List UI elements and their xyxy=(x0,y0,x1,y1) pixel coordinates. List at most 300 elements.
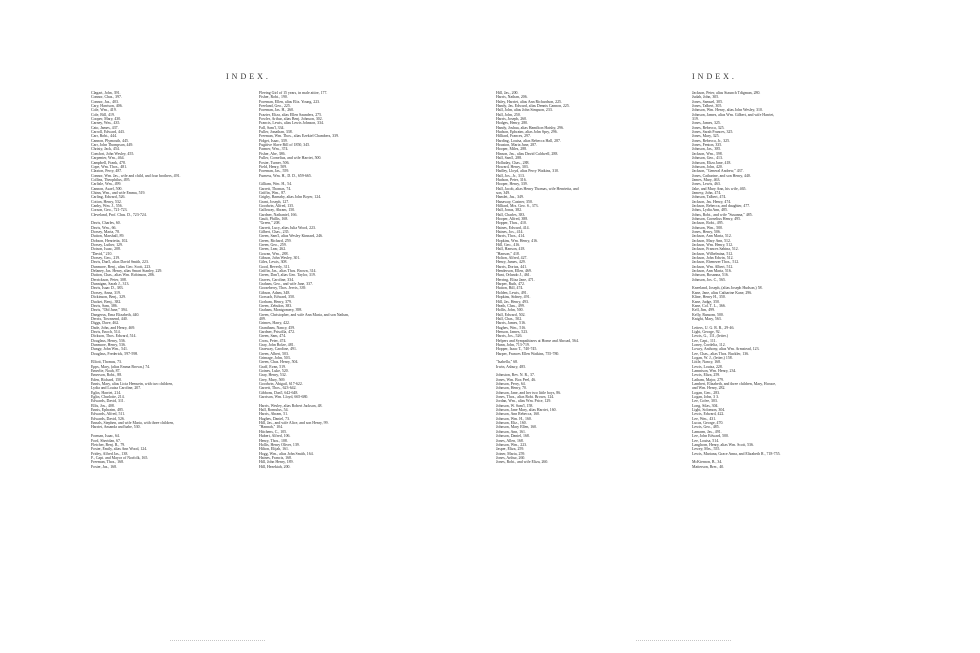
index-entry: Jackson, John Edwin, 512. xyxy=(692,256,734,261)
index-entry: Lewis, Louisa, 228. xyxy=(692,364,723,369)
index-entry: Hollis, Henry Oliver, 139. xyxy=(259,442,300,447)
index-entry: Green, Zebulon, 383. xyxy=(259,303,293,308)
index-entry: Jackson, Wm. Henry, 512. xyxy=(692,243,734,248)
index-entry: Hall, John, 250. xyxy=(496,112,521,117)
index-entry: Jackson, Frances Sabina, 512. xyxy=(692,247,739,252)
index-entry: Haines, Jos., 414. xyxy=(496,230,524,234)
index-entry: Grant, Joseph, 127. xyxy=(259,199,290,204)
index-entry: Jones, Sarah Frances, 325. xyxy=(692,130,734,135)
index-entry: Dungy, John Wm., 541. xyxy=(91,347,128,352)
index-entry: Cope, Wm. Thos., 481. xyxy=(91,164,128,169)
index-entry: Carr, John Thompson, 449. xyxy=(91,143,134,148)
index-entry: Hill, Jas., and wife Alice, and son Henry, 99. xyxy=(259,421,329,426)
index-entry: Johnson, W. Sam'l, 158. xyxy=(496,403,534,408)
index-entry: Jackson, Wilhelmina, 512. xyxy=(692,251,734,256)
index-entry: Harding, Louisa, alias Rebecca Hall, 287. xyxy=(496,138,561,143)
index-entry: Jones, Lewis, 463. xyxy=(692,182,721,187)
index-entry: Edwards, Alfred, 511. xyxy=(91,412,126,417)
index-header-right: INDEX. xyxy=(692,72,737,81)
index-entry: Haines, Edward, 414. xyxy=(496,225,530,230)
index-entry: Hodges, Henry, 280. xyxy=(496,121,529,126)
index-entry: Jones, James, 325. xyxy=(692,121,721,126)
index-entry: McKiernon, B., 34. xyxy=(692,460,723,465)
index-entry: and Wm. Henry, 282. xyxy=(692,386,726,391)
index-entry: Jones, Wm. Box Peel, 46. xyxy=(496,377,537,382)
index-entry: Davis, Dan'l, alias David Smith, 223. xyxy=(91,260,149,265)
index-entry: Dutton, Chas., alias Wm. Robinson, 286. xyxy=(91,273,155,278)
footer-rule-right xyxy=(636,640,731,641)
index-entry: Long, Silas, 304. xyxy=(692,403,719,408)
index-entry: Johnson, Mary Ellen, 160. xyxy=(496,425,538,430)
index-entry: Green, Chas. Henry, 504. xyxy=(259,360,299,365)
index-entry: Hunt, Orlando J., 461. xyxy=(496,273,531,278)
index-entry: Goodwin, Alfred, 135. xyxy=(259,203,295,208)
index-entry: Hubert, Alfred, 106. xyxy=(259,434,291,439)
index-entry: Hilliard, Frances, 297. xyxy=(496,134,531,139)
index-entry: Johnson, Wm., 500. xyxy=(692,225,724,230)
index-entry: Fidget, Isaac, 339. xyxy=(259,138,288,143)
index-entry: Gray, Henry, 532. xyxy=(259,373,287,378)
index-entry: Hall, John, alias John Simpson, 233. xyxy=(496,108,553,113)
index-entry: Kelly, Ransom, 500. xyxy=(692,312,724,317)
index-entry: Henderson, Ellen, 469. xyxy=(496,269,532,274)
index-entry: Jasper, Eliza, 259. xyxy=(496,447,525,452)
index-header-left: INDEX. xyxy=(226,72,271,81)
index-entry: Hall, Hanson, 418. xyxy=(496,247,526,252)
index-entry: Dorsey, Maria, 78. xyxy=(91,230,121,234)
index-entry: Campbell, Frank, 478. xyxy=(91,160,126,165)
index-entry: Hudson, Ephraim, alias John Spry, 296. xyxy=(496,130,558,135)
index-entry: Johnson, Jane Mary, alias Harriet, 160. xyxy=(496,408,557,413)
index-entry: Henry, James, 429. xyxy=(496,260,526,265)
index-entry: Eglin, Harriet, 214. xyxy=(91,390,122,395)
index-entry: Green, Sam'l, alias Wesley Kinnard, 246. xyxy=(259,234,323,239)
index-entry: Farmer, Wm., 374. xyxy=(259,147,289,152)
index-entry: Fletcher, Benj. R., 79. xyxy=(91,442,126,447)
index-entry: Foster, Emily, alias Ann Wood, 124. xyxy=(91,447,148,452)
index-entry: Harris, Joseph, 260. xyxy=(496,117,528,122)
index-entry: Hall, Jonas, 382. xyxy=(496,208,523,213)
index-entry: Lee, Louisa, 514. xyxy=(692,438,720,443)
index-entry: Jackson, Ebenezer Thos., 512. xyxy=(692,260,740,265)
index-entry: Gorham, Henry, 379. xyxy=(259,299,292,304)
index-entry: Dickson, Thos. Edward, 514. xyxy=(91,334,137,339)
index-entry: Hill, Jas., 200. xyxy=(496,91,519,95)
index-entry: Gardner, Nathaniel, 166. xyxy=(259,212,298,217)
index-entry: Davis, "Old Jane," 394. xyxy=(91,308,128,313)
index-entry: Green, Geo., 259. xyxy=(259,243,287,248)
index-entry: Ennis, Mary, alias Licia Hemsein, with two children, xyxy=(91,382,174,387)
index-entry: Cary, Harrison, 406. xyxy=(91,104,123,109)
index-entry: Johnson, Henry, 70. xyxy=(496,386,527,391)
index-entry: Grigby, Barnaby, alias John Boyer, 124. xyxy=(259,195,322,200)
index-entry: Gray, John Bolze, 481. xyxy=(259,342,295,347)
index-entry: Carpenter, Wm., 464. xyxy=(91,156,125,161)
index-entry: Jackson, Ann Maria, 516. xyxy=(692,269,732,274)
index-entry: Gilliam, Wm. H., 54. xyxy=(259,182,292,187)
index-entry: Logan, Geo., 283. xyxy=(692,390,721,395)
index-entry: Hitchens, C., 105. xyxy=(259,429,288,434)
index-entry: Jake, and Mary Ann, his wife, 465. xyxy=(692,186,747,191)
index-entry: Edwards, David, 526. xyxy=(91,416,125,421)
index-entry: Kline, Henry H., 350. xyxy=(692,295,726,300)
index-entry: Harris, Dorius, 441. xyxy=(496,264,528,269)
index-entry: Holton, Alfred, 427. xyxy=(496,256,528,261)
index-entry: Harris, James, 516. xyxy=(496,321,526,326)
index-entry: Grimage, John, 503. xyxy=(259,355,291,360)
index-entry: Jordan, Wm., alias Wm. Price, 129. xyxy=(496,399,552,404)
index-entry: Lewis, Eliza, 259. xyxy=(692,373,721,378)
index-entry: Kane, Judge, 350. xyxy=(692,299,720,304)
index-entry: Cole, Bill, 419. xyxy=(91,112,115,117)
index-entry: "Hannah," 104. xyxy=(259,425,284,430)
index-entry: Jamesy, John, 474. xyxy=(692,190,722,195)
index-entry: Jones, Rebecca, Jr., 325. xyxy=(692,138,731,143)
index-entry: Harris, Nathan, 206. xyxy=(496,95,528,100)
index-entry: Johnson, Jas., 385. xyxy=(692,147,722,152)
index-entry: Johnson, Perry, 64. xyxy=(496,382,526,387)
index-entry: Cole, Wm., 419. xyxy=(91,108,117,113)
index-entry: Hadley, Lloyd, alias Perry Watkins, 310. xyxy=(496,169,560,174)
index-entry: Green, Lear, 262. xyxy=(259,247,287,252)
index-entry: Johnson, Wm., 223. xyxy=(496,442,528,447)
index-entry: Davis, Isaac D., 383. xyxy=(91,286,124,291)
index-entry: Johnson, James, alias Wm. Gilbert, and wife Harriet, xyxy=(692,112,775,117)
index-entry: Dobson, Henrietta, 102. xyxy=(91,238,129,243)
index-entry: Jackson, Rebecca, and daughter, 477. xyxy=(692,203,751,208)
index-entry: Diggs, Dave, 462. xyxy=(91,321,120,326)
index-entry: Cato, James, 437. xyxy=(91,125,119,130)
index-entry: Johnson, Eliza Jane, 418. xyxy=(692,160,732,165)
index-entry: Good, Beverly, 311. xyxy=(259,264,291,269)
index-entry: Lee, Capt., 111. xyxy=(692,338,717,343)
index-entry: Corson, Geo., 721-723. xyxy=(91,208,128,213)
index-entry: Helpers and Sympathizers at Home and Abroad, 564. xyxy=(496,338,579,343)
index-entry: Fridey, Alfred Jas., 138. xyxy=(91,451,129,456)
index-entry: Lewis, Edward, 422. xyxy=(692,412,725,417)
index-entry: Francis, Lewis, alias Lewis Johnson, 334. xyxy=(259,121,324,126)
index-entry: Harris, Abram, 51. xyxy=(259,412,289,417)
index-entry: Harper, Frances Ellen Watkins, 755-780. xyxy=(496,351,560,356)
index-entry: Cross, Peter, 474. xyxy=(259,338,287,343)
index-entry: Clagart, John, 391. xyxy=(91,91,121,95)
index-entry: son, 349. xyxy=(496,190,511,195)
index-entry: Johnson, Jos. C., 565. xyxy=(692,277,726,282)
index-entry: Forman, Isaac, 64. xyxy=(91,434,120,439)
index-entry: Hall, Sam'l, 288. xyxy=(496,156,523,161)
index-entry: Holladay, Chas., 288. xyxy=(496,160,530,165)
index-entry: Garrett, Lucy, alias Julia Wood, 223. xyxy=(259,225,316,230)
index-entry: Gibson, John Wesley, 301. xyxy=(259,256,301,261)
index-entry: Hogg, Wm., alias John Smith, 164. xyxy=(259,451,314,456)
index-entry: Hall, Chas., 502. xyxy=(496,316,523,321)
index-entry: Freeland, Geo., 225. xyxy=(259,104,291,109)
index-entry: Green, Albert, 503. xyxy=(259,351,289,356)
index-entry: Jones, Samuel, 305. xyxy=(692,99,724,104)
index-entry: Fall, Sam'l, 334. xyxy=(259,125,285,130)
index-entry: Foreman, Jas., 559. xyxy=(259,169,290,174)
index-entry: Ennals, Stephen, and wife Maria, with three children, xyxy=(91,421,175,426)
index-column-4 xyxy=(692,91,920,469)
index-entry: Light, George, 92. xyxy=(692,329,721,334)
index-entry: Logan, W. J., (letter,) 158. xyxy=(692,355,733,360)
index-entry: Davis, Sam, 386. xyxy=(91,303,118,308)
index-entry: Garrett, Thomas, 74. xyxy=(259,186,292,191)
index-entry: Harris, Thos., 414. xyxy=(496,234,526,239)
index-entry: Hollis, John, 500. xyxy=(496,308,524,313)
index-entry: Gardner, Priscilla, 472. xyxy=(259,329,296,334)
index-entry: Dorsey, Luther, 129. xyxy=(91,243,123,248)
index-entry: Jackson, Robt., 495. xyxy=(692,221,724,226)
index-entry: Henry, Thos., 108. xyxy=(259,438,288,443)
index-entry: Johnson, John, 420. xyxy=(692,164,723,169)
index-entry: Johnson, Talbert, 474. xyxy=(692,195,727,200)
index-entry: Grey, Mary, 569. xyxy=(259,377,286,382)
index-entry: Graff, Evan, 519. xyxy=(259,364,287,369)
index-entry: Hinson, Jas., alias David Caldwell, 288. xyxy=(496,151,559,156)
index-entry: Freeman, Wm. Thos., alias Ezekiel Chambers, 339. xyxy=(259,134,340,139)
index-entry: Lewis, G., 111, (letter.) xyxy=(692,334,729,339)
index-entry: Johnson, Ann, 161. xyxy=(496,429,526,434)
index-entry: Furness, Wm. H., D. D., 659-665. xyxy=(259,173,312,178)
index-entry: Handy, Jas. Edward, alias Dennis Cannon, 225. xyxy=(496,104,570,109)
index-entry: Edwards, David, 311. xyxy=(91,399,125,404)
index-entry: Fuller, Jonathan, 338. xyxy=(259,130,293,135)
index-entry: Jackson, Ann Maria, 512. xyxy=(692,234,732,239)
index-entry: Haines, Francis, 168. xyxy=(259,455,292,460)
index-entry: Jones, Mary, 325. xyxy=(692,134,720,139)
index-entry: Foreman, Ellen, alias Eliz. Young, 223. xyxy=(259,99,321,104)
index-entry: Goodwin, Abigail, 617-622. xyxy=(259,382,303,387)
index-entry: Ford, Sheridan, 67. xyxy=(91,438,121,443)
index-entry: Hughes, Daniel, 73. xyxy=(259,416,291,421)
index-entry: Elliott, Thomas, 73. xyxy=(91,360,122,365)
index-entry: Hunn, John, 713-719. xyxy=(496,342,530,347)
index-entry: Johnson, Wm. H., 160. xyxy=(496,416,532,421)
index-entry: Carling, Edward, 526. xyxy=(91,195,126,200)
index-entry: Green, Dan'l, alias Geo. Taylor, 319. xyxy=(259,273,316,278)
index-entry: Latham, Major, 279. xyxy=(692,377,724,382)
index-entry: Ennis, Ephraim, 485. xyxy=(91,408,124,413)
index-entry: Dade, John, and Henry, 469. xyxy=(91,325,136,330)
index-entry: Dangerus, Ema Elizabeth, 440. xyxy=(91,312,140,317)
index-entry: Joiner, Maria, 259. xyxy=(496,451,526,456)
index-entry: Jones, Talbert, 305. xyxy=(692,104,723,109)
index-entry: Johnson, Jane, and her two little boys, 86. xyxy=(496,390,562,395)
index-entry: Hooper, Alfred, 388. xyxy=(496,216,529,221)
index-entry: Hall, Edward, 502. xyxy=(496,312,526,317)
index-entry: Davis, Enoch, 514. xyxy=(91,329,121,334)
index-entry: Foreman, Jas. H., 260. xyxy=(259,108,295,113)
index-entry: Matterson, Brer., 40. xyxy=(692,464,725,469)
index-entry: Hughes, Wm., 516. xyxy=(496,325,527,330)
index-entry: Logan, John, 3 3. xyxy=(692,395,720,400)
index-entry: Hall, Romulus, 54. xyxy=(259,408,289,413)
index-entry: "David," 210. xyxy=(91,251,113,256)
index-entry: Galloway, Abram, 150. xyxy=(259,208,296,213)
index-entry: Kane, Col. T. L., 366. xyxy=(692,303,726,308)
index-entry: Fisher, Abe, 386. xyxy=(259,151,286,156)
index-entry: Houston, Maria Jane, 287. xyxy=(496,143,538,148)
index-entry: Lewis, Mariana, Grace Anna, and Elizabeth R., 718-755. xyxy=(692,451,781,456)
index-entry: Emerson, Robt., 88. xyxy=(91,373,123,378)
index-entry: Harper, Ruth, 472. xyxy=(496,282,525,287)
index-entry: Christy, Jack, 454. xyxy=(91,147,120,152)
index-entry: "Hanson," 418. xyxy=(496,251,520,256)
index-entry: Graves, Caroline, 334. xyxy=(259,277,295,282)
index-entry: Dickinson, Benj., 329. xyxy=(91,295,127,300)
index-entry: Harris, Jos., 526. xyxy=(496,334,523,339)
index-entry: Frazier, Eliza, alias Ellen Saunders, 275. xyxy=(259,112,323,117)
index-entry: Jones, Robt., and wife Eliza, 260. xyxy=(496,460,549,465)
index-entry: Herring, Eliza Jane, 471. xyxy=(496,277,535,282)
index-entry: Gooseberry, Thos. Jervis, 339. xyxy=(259,286,307,291)
index-entry: Heath, Chas., 499. xyxy=(496,303,525,308)
index-entry: Hamlet, Jas., 349. xyxy=(496,195,524,200)
index-entry: Carr, Robt., 444. xyxy=(91,134,117,139)
index-entry: Gibbons, Dan'l, 642-648. xyxy=(259,390,299,395)
index-entry: Hill, Jas. Henry, 493. xyxy=(496,299,529,304)
index-entry: Lewey, Mrs., 555. xyxy=(692,447,721,452)
index-entry: Lee, John Edward, 500. xyxy=(692,434,729,439)
index-entry: Cotton, Henry, 532. xyxy=(91,199,122,204)
index-entry: Graeway, Caroline, 491. xyxy=(259,347,297,352)
index-entry: Graham, Geo., and wife Jane, 337. xyxy=(259,282,314,287)
index-entry: Freeman, Thos., 168. xyxy=(91,460,124,465)
index-entry: Canby, Wm. J., 556. xyxy=(91,203,123,208)
index-entry: Irwin, Asbury, 485. xyxy=(496,364,527,369)
index-entry: Ellis, Jos., 408. xyxy=(91,403,115,408)
index-entry: Hill, John Henry, 189. xyxy=(259,460,294,465)
index-entry: Jones, Catharine, and son Henry, 440. xyxy=(692,173,751,178)
index-entry: Foster, Turner, 506. xyxy=(259,160,290,165)
index-entry: Fleeing Girl of 15 years, in male attire, 177. xyxy=(259,91,328,95)
index-entry: Jones, Rebecca, 325. xyxy=(692,125,725,130)
index-entry: Derrickson, Peter, 308. xyxy=(91,277,127,282)
index-entry: Lambert, Elizabeth, and three children, Mary, Horace, xyxy=(692,382,777,387)
index-entry: Jones, Thos., alias Robt. Brown, 124. xyxy=(496,395,555,400)
index-entry: Kell, Jim, 499. xyxy=(692,308,716,313)
index-entry: Foster, Jas., 168. xyxy=(91,464,117,469)
index-entry: Johnson, Cornelius Henry, 495. xyxy=(692,216,742,221)
index-entry: Hilliard, Mrs. Geo. S., 373. xyxy=(496,203,539,208)
index-entry: Fugitive Slave Bill of 1850, 345. xyxy=(259,143,311,148)
index-entry: Jones, Allen, 168. xyxy=(496,438,524,443)
index-entry: Lee, Cofee, 303. xyxy=(692,399,718,404)
index-entry: Hanaway, Castner, 350. xyxy=(496,199,533,204)
index-entry: Dotson, Isaac, 208. xyxy=(91,247,121,252)
index-entry: Carlisle, Wm., 499. xyxy=(91,182,122,187)
index-entry: Eglin, Charlotte, 214. xyxy=(91,395,125,400)
index-entry: Holden, Lewis, 491. xyxy=(496,290,528,295)
index-entry: Jackson, "General Andrew," 437. xyxy=(692,169,744,174)
index-entry: Griffin, Wm., 87. xyxy=(259,190,287,195)
index-entry: Dorsey, Geo., 219. xyxy=(91,256,121,261)
index-entry: Gault, Phillis, 168. xyxy=(259,216,289,221)
index-entry: Gibson, Adam, 348. xyxy=(259,290,291,295)
index-entry: Howard, Henry, 303. xyxy=(496,164,529,169)
index-entry: Connor, Chas., 397. xyxy=(91,95,122,100)
index-entry: Lamnison, Wm. Henry, 234. xyxy=(692,369,737,373)
index-entry: Johnson, Daniel, 168. xyxy=(496,434,530,439)
index-entry: Knight, Mary, 563. xyxy=(692,316,722,321)
index-entry: Lee, Chas., alias Thos. Buckler, 136. xyxy=(692,351,750,356)
index-entry: Hudson, Peter, 316. xyxy=(496,177,527,182)
footer-rule-left xyxy=(170,640,265,641)
index-entry: Green, Richard, 259. xyxy=(259,238,292,243)
index-entry: Johnson, Rosanna, 516. xyxy=(692,273,729,278)
index-entry: Derrix, Townsend, 440. xyxy=(91,316,128,321)
index-entry: Harris, Wesley, alias Robert Jackson, 48. xyxy=(259,403,323,408)
index-entry: Fowler, Arthur, alias Benj. Johnson, 302. xyxy=(259,117,323,122)
index-entry: Dunnigan, Sarah J., 313. xyxy=(91,282,130,287)
index-entry: Lewis, Geo., 485. xyxy=(692,425,720,430)
index-entry: James, Mary, 463. xyxy=(692,177,721,182)
index-entry: Kane, Jane, alias Catharine Kane, 296. xyxy=(692,290,753,295)
index-entry: Gilbert, Chas., 235. xyxy=(259,230,290,234)
index-entry: Grimes, Harry, 422. xyxy=(259,321,290,326)
index-entry: Jackson, Jas. Henry, 474. xyxy=(692,199,732,204)
index-entry: Connor, Wm. Jas., wife and child, and four brothers, 491. xyxy=(91,173,181,178)
index-entry: Lee, Wm., 431. xyxy=(692,416,717,421)
index-entry: Green, Christopher, and wife Ann Maria, and son Nathan, xyxy=(259,312,349,317)
index-entry: Douglass, Henry, 536. xyxy=(91,338,126,343)
index-entry: Carney, Wm., 435. xyxy=(91,121,121,126)
index-entry: Jackson, Peter, alias Staunch Tdigman, 280. xyxy=(692,91,761,95)
index-entry: Griffin, Jas., alias Thos. Brown, 314. xyxy=(259,269,317,274)
index-entry: Lydia and Louisa Caroline, 207. xyxy=(91,386,142,391)
index-entry: Davis, Wm., 66. xyxy=(91,225,117,230)
index-entry: Ducket, Benj., 382. xyxy=(91,299,122,304)
index-entry: Hilton, Elijah, 161. xyxy=(259,447,289,452)
index-entry: Dunmore, Benj., alias Geo. Scott, 223. xyxy=(91,264,152,269)
index-entry: Hall, Jacob, alias Henry Thomas, wife Henrietta, and xyxy=(496,186,579,191)
index-entry: Hopkins, Wm. Henry, 416. xyxy=(496,238,538,243)
index-entry: Connor, Jas., 403. xyxy=(91,99,119,104)
index-entry: Langhorn, Henry, alias Wm. Scott, 536. xyxy=(692,442,754,447)
index-entry: Cannon, Asael, 500. xyxy=(91,186,123,191)
index-entry: Hopper, Isaac T., 740-745. xyxy=(496,347,538,352)
index-entry: Comfort, John Wesley, 455. xyxy=(91,151,135,156)
index-entry: Judah, John, 305. xyxy=(692,95,720,100)
index-entry: Light, Solomon, 304. xyxy=(692,408,726,413)
index-entry: Johnson, Eliz., 160. xyxy=(496,421,527,426)
index-entry: Lamarm, Jas., 491. xyxy=(692,429,722,434)
index-entry: Giles, Lewis, 308. xyxy=(259,260,288,265)
index-entry: Garrett, Thos., 623-642. xyxy=(259,386,297,391)
index-entry: Johnson, Ann Rebecca, 160. xyxy=(496,412,541,417)
index-entry: Jones, Henry, 506. xyxy=(692,230,721,234)
index-entry: Hopper, Thos., 410. xyxy=(496,221,527,226)
index-column-3 xyxy=(496,91,724,465)
index-entry: Lowry, Anthony, alias Wm. Armstead, 123. xyxy=(692,347,760,352)
index-entry: Cooper, Mary, 430. xyxy=(91,117,122,122)
index-entry: F., Capt. and Mayor of Norfolk, 165. xyxy=(91,455,149,460)
index-entry: Collins, Theophilus, 495. xyxy=(91,177,131,182)
index-entry: Eden, Richard, 150. xyxy=(91,377,123,382)
index-entry: Johnson, Wm. Henry, alias John Wesley, 310. xyxy=(692,108,763,113)
index-entry: 319. xyxy=(692,117,699,122)
index-entry: Field, Henry, 509. xyxy=(259,164,288,169)
index-entry: Jackson, Wm., 398. xyxy=(692,151,723,156)
index-entry: "Isabella," 68. xyxy=(496,360,519,365)
index-entry: Hill, Hezekiah, 200. xyxy=(259,464,291,469)
index-entry: Jackson, Wm. Albert, 512. xyxy=(692,264,734,269)
index-entry: Douglass, Frederick, 597-598. xyxy=(91,351,139,356)
index-entry: Hall, Jos., Jr., 313. xyxy=(496,173,525,178)
index-entry: Lucas, George, 470. xyxy=(692,421,724,426)
index-entry: Handy, Joshua, alias Hamilton Hatsby, 296. xyxy=(496,125,564,130)
